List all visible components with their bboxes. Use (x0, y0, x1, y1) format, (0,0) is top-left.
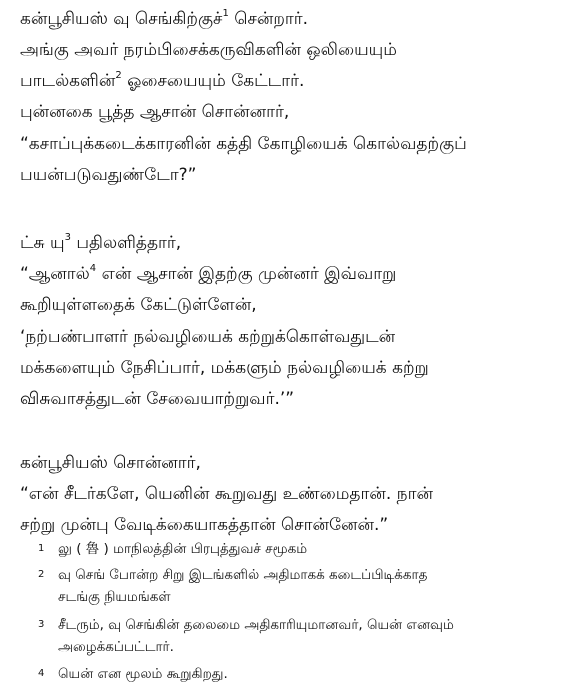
verse-line: கன்பூசியஸ் வு செங்கிற்குச்$^1$ சென்றார். (20, 8, 309, 29)
verse-line: “ஆனால்$^4$ என் ஆசான் இதற்கு முன்னர் இவ்வாறு (20, 263, 397, 284)
verse-line: “என் சீடர்களே, யெனின் கூறுவது உண்மைதான். நான் (20, 484, 433, 504)
footnote-text: வு செங் போன்ற சிறு இடங்களில் அதிமாகக் கடைப்பிடிக்காத (58, 567, 428, 583)
verse-line: அங்கு அவர் நரம்பிசைக்கருவிகளின் ஒலியையும் (20, 40, 397, 60)
footnote-ref[interactable]: 3 (64, 232, 71, 243)
footnote-number: 3 (38, 619, 45, 630)
footnote-text: யென் என மூலம் கூறுகிறது. (58, 666, 228, 682)
footnote (0, 540, 572, 560)
verse-line: கன்பூசியஸ் சொன்னார், (20, 453, 201, 473)
footnote-text: சடங்கு நியமங்கள் (58, 589, 171, 605)
footnote-number: 1 (38, 543, 45, 554)
footnote-number: 4 (38, 668, 45, 679)
verse-line: மக்களையும் நேசிப்பார், மக்களும் நல்வழியைக் கற்று (20, 358, 429, 378)
verse-line: கூறியுள்ளதைக் கேட்டுள்ளேன், (20, 295, 257, 315)
footnote-text: அழைக்கப்பட்டார். (58, 639, 174, 655)
footnote-text: சீடரும், வு செங்கின் தலைமை அதிகாரியுமானவர், யென் எனவும் (58, 617, 454, 633)
verse-line: ‘நற்பண்பாளர் நல்வழியைக் கற்றுக்கொள்வதுடன் (20, 327, 396, 347)
footnote-ref[interactable]: 4 (89, 263, 97, 274)
verse-line: விசுவாசத்துடன் சேவையாற்றுவர்.’” (20, 389, 295, 409)
footnote (0, 665, 572, 685)
verse-line: பயன்படுவதுண்டோ?” (20, 165, 197, 185)
footnote-text: லு ( 魯 ) மாநிலத்தின் பிரபுத்துவச் சமூகம் (58, 541, 308, 557)
verse-line: புன்னகை பூத்த ஆசான் சொன்னார், (20, 102, 290, 122)
verse-line: “கசாப்புக்கடைக்காரனின் கத்தி கோழியைக் கொல்வதற்குப் (20, 134, 467, 154)
verse-line: பாடல்களின்$^2$ ஓசையையும் கேட்டார். (20, 70, 305, 91)
footnote (0, 616, 572, 660)
verse-line: சற்று முன்பு வேடிக்கையாகத்தான் சொன்னேன்.” (20, 515, 389, 535)
footnote (0, 566, 572, 610)
footnote-ref[interactable]: 1 (222, 8, 229, 19)
footnote-number: 2 (38, 569, 45, 580)
footnote-ref[interactable]: 2 (115, 70, 122, 81)
verse-line: ட்சு யு$^3$ பதிலளித்தார், (20, 232, 182, 253)
